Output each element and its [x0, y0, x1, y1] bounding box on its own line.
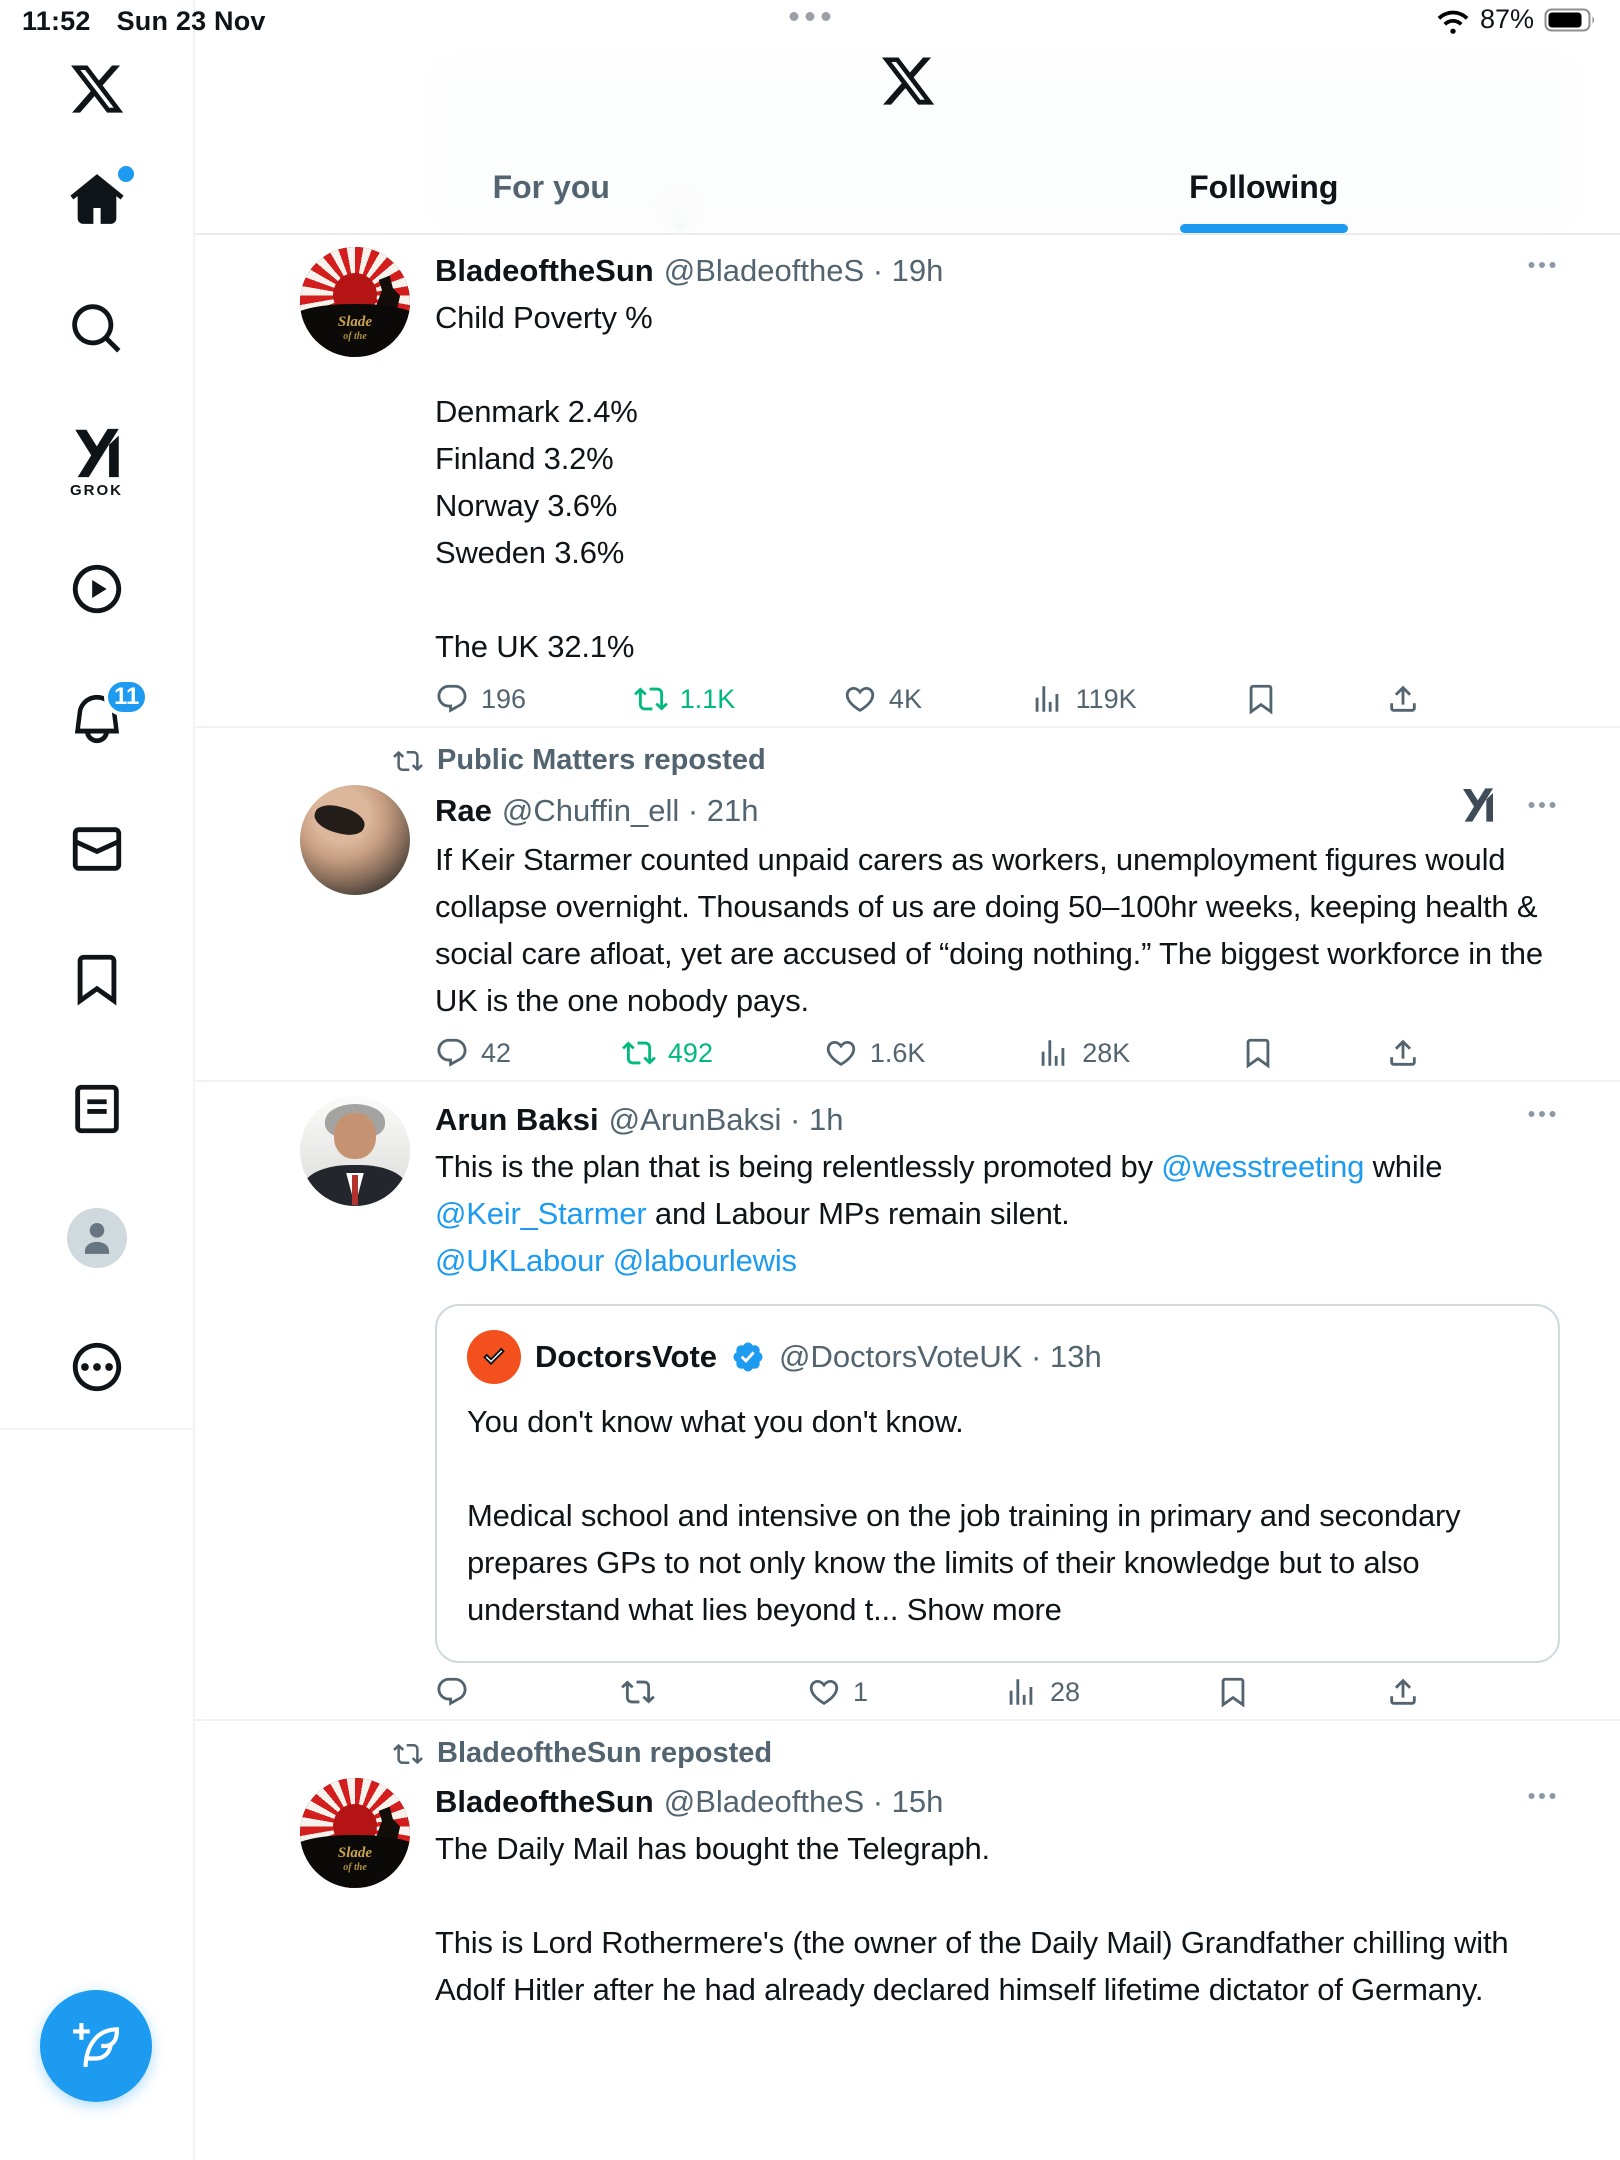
- more-options-icon[interactable]: [1524, 787, 1560, 834]
- reply-icon: [435, 682, 469, 716]
- sidebar-item-search[interactable]: [0, 300, 193, 358]
- notifications-badge: 11: [104, 678, 149, 716]
- clock: 11:52: [22, 6, 91, 36]
- handle-and-time: @BladeoftheS · 15h: [663, 1783, 944, 1819]
- views-button[interactable]: 119K: [1030, 682, 1137, 716]
- sidebar-item-notifications[interactable]: [0, 690, 193, 748]
- active-tab-underline: [1180, 224, 1348, 233]
- lists-icon: [68, 1080, 126, 1138]
- more-options-icon[interactable]: [1524, 1096, 1560, 1143]
- battery-percent: 87%: [1479, 4, 1534, 34]
- reply-button[interactable]: 42: [435, 1036, 511, 1070]
- bookmark-icon: [1241, 1036, 1275, 1070]
- like-button[interactable]: 4K: [843, 682, 922, 716]
- quoted-tweet-doctorsvote[interactable]: [435, 1304, 1560, 1663]
- tweet-rae-carers[interactable]: [195, 728, 1620, 1082]
- sidebar-divider: [0, 1428, 193, 1430]
- display-name: DoctorsVote: [535, 1339, 718, 1374]
- display-name[interactable]: BladeoftheSun: [435, 252, 654, 288]
- reply-icon: [435, 1036, 469, 1070]
- views-button[interactable]: 28K: [1036, 1036, 1130, 1070]
- share-icon: [1386, 1675, 1420, 1709]
- avatar[interactable]: [300, 785, 410, 895]
- sidebar-item-bookmarks[interactable]: [0, 950, 193, 1008]
- handle-and-time: @BladeoftheS · 19h: [663, 252, 944, 288]
- mention-uklabour[interactable]: @UKLabour: [435, 1243, 613, 1278]
- handle-and-time: @Chuffin_ell · 21h: [501, 792, 759, 828]
- compose-button[interactable]: [40, 1990, 152, 2102]
- avatar: [67, 1208, 127, 1268]
- tweet-bladeofthesun-telegraph[interactable]: [195, 1721, 1620, 2023]
- bookmark-icon: [68, 950, 126, 1008]
- tweet-feed: [195, 233, 1620, 2023]
- share-button[interactable]: [1386, 682, 1420, 716]
- more-options-icon[interactable]: [1524, 247, 1560, 294]
- like-button[interactable]: 1.6K: [824, 1036, 926, 1070]
- play-circle-icon: [68, 560, 126, 618]
- share-icon: [1386, 1036, 1420, 1070]
- heart-icon: [824, 1036, 858, 1070]
- avatar[interactable]: Slade of the: [300, 1778, 410, 1888]
- tweet-text: This is the plan that is being relentlessly promoted by @wesstreeting while @Keir_Starmer and Labour MPs remain silent. @UKLabour @labourlewis: [435, 1149, 1443, 1278]
- tweet-bladeofthesun-child-poverty[interactable]: [195, 233, 1620, 728]
- tweet-text: The Daily Mail has bought the Telegraph. This is Lord Rothermere's (the owner of the Daily Mail) Grandfather chilling with Adolf Hitler after he had already declared himself lifetime dictator of Germany.: [435, 1831, 1509, 2007]
- avatar[interactable]: [300, 1096, 410, 1206]
- person-icon: [74, 1215, 120, 1261]
- more-circle-icon: [68, 1338, 126, 1396]
- tweet-actions: [435, 1036, 1420, 1070]
- reply-button[interactable]: [435, 1675, 485, 1709]
- repost-button[interactable]: 492: [622, 1036, 713, 1070]
- like-button[interactable]: 1: [807, 1675, 868, 1709]
- repost-button[interactable]: 1.1K: [634, 682, 736, 716]
- retweet-icon: [621, 1675, 655, 1709]
- home-icon: [68, 170, 126, 228]
- heart-icon: [807, 1675, 841, 1709]
- reply-button[interactable]: 196: [435, 682, 526, 716]
- mention-labourlewis[interactable]: @labourlewis: [612, 1243, 797, 1278]
- grok-icon: [68, 424, 126, 482]
- bookmark-icon: [1244, 682, 1278, 716]
- bookmark-button[interactable]: [1244, 682, 1278, 716]
- home-unread-dot: [118, 166, 134, 182]
- timeline-column: [195, 0, 1620, 2160]
- date: Sun 23 Nov: [116, 6, 266, 36]
- multitask-dots-icon: [790, 12, 831, 21]
- tab-following[interactable]: Following: [908, 141, 1620, 233]
- header-x-logo[interactable]: [879, 52, 937, 115]
- status-bar: [0, 0, 1620, 40]
- retweet-icon: [393, 1739, 423, 1769]
- display-name[interactable]: Arun Baksi: [435, 1101, 599, 1137]
- tweet-actions: [435, 1675, 1420, 1709]
- more-options-icon[interactable]: [1524, 1778, 1560, 1825]
- tweet-actions: [435, 682, 1420, 716]
- check-icon: [479, 1342, 509, 1372]
- share-icon: [1386, 682, 1420, 716]
- sidebar-item-messages[interactable]: [0, 820, 193, 878]
- avatar: [467, 1330, 521, 1384]
- display-name[interactable]: BladeoftheSun: [435, 1783, 654, 1819]
- sidebar-item-home[interactable]: [0, 170, 193, 228]
- views-icon: [1004, 1675, 1038, 1709]
- views-icon: [1030, 682, 1064, 716]
- feed-tabs: [195, 141, 1620, 233]
- bookmark-button[interactable]: [1241, 1036, 1275, 1070]
- sidebar-item-lists[interactable]: [0, 1080, 193, 1138]
- grok-label: GROK: [70, 482, 123, 499]
- heart-icon: [843, 682, 877, 716]
- compose-icon: [71, 2021, 121, 2071]
- share-button[interactable]: [1386, 1036, 1420, 1070]
- share-button[interactable]: [1386, 1675, 1420, 1709]
- tweet-text: Child Poverty % Denmark 2.4% Finland 3.2% Norway 3.6% Sweden 3.6% The UK 32.1%: [435, 300, 653, 664]
- views-icon: [1036, 1036, 1070, 1070]
- handle-and-time: @ArunBaksi · 1h: [608, 1101, 844, 1137]
- status-left: [22, 6, 266, 37]
- avatar[interactable]: Slade of the: [300, 247, 410, 357]
- mention-keir-starmer[interactable]: @Keir_Starmer: [435, 1196, 647, 1231]
- quoted-tweet-text: You don't know what you don't know. Medical school and intensive on the job training in primary and secondary prepares GPs to not only know the limits of their knowledge but to also understand what lies beyond t... Show more: [467, 1404, 1461, 1627]
- envelope-icon: [68, 820, 126, 878]
- repost-attribution[interactable]: Public Matters reposted: [300, 744, 1560, 777]
- battery-icon: [1544, 6, 1600, 34]
- sidebar-nav: [0, 0, 195, 2160]
- sidebar-item-grok[interactable]: [0, 424, 193, 499]
- sidebar-item-more[interactable]: [0, 1338, 193, 1396]
- status-right: [1436, 4, 1600, 35]
- retweet-icon: [634, 682, 668, 716]
- wifi-icon: [1436, 6, 1470, 34]
- bookmark-icon: [1216, 1675, 1250, 1709]
- repost-button[interactable]: [621, 1675, 671, 1709]
- reply-icon: [435, 1675, 469, 1709]
- retweet-icon: [622, 1036, 656, 1070]
- repost-attribution[interactable]: BladeoftheSun reposted: [300, 1737, 1560, 1770]
- tweet-text: If Keir Starmer counted unpaid carers as workers, unemployment figures would collapse overnight. Thousands of us are doing 50–100hr weeks, keeping health & social care afloat, yet are accused of “doing nothing.” The biggest workforce in the UK is the one nobody pays.: [435, 842, 1543, 1018]
- tweet-arun-baksi-plan[interactable]: [195, 1082, 1620, 1721]
- verified-badge-icon: [731, 1340, 765, 1374]
- retweet-icon: [393, 746, 423, 776]
- sidebar-x-logo[interactable]: [0, 60, 193, 118]
- bookmark-button[interactable]: [1216, 1675, 1250, 1709]
- sidebar-item-video[interactable]: [0, 560, 193, 618]
- search-icon: [68, 300, 126, 358]
- tab-for-you[interactable]: For you: [492, 168, 610, 205]
- handle-and-time: @DoctorsVoteUK · 13h: [779, 1339, 1102, 1374]
- display-name[interactable]: Rae: [435, 792, 492, 828]
- grok-actions-icon[interactable]: [1458, 785, 1498, 836]
- views-button[interactable]: 28: [1004, 1675, 1080, 1709]
- mention-wesstreeting[interactable]: @wesstreeting: [1161, 1149, 1365, 1184]
- sidebar-item-profile[interactable]: [0, 1208, 193, 1268]
